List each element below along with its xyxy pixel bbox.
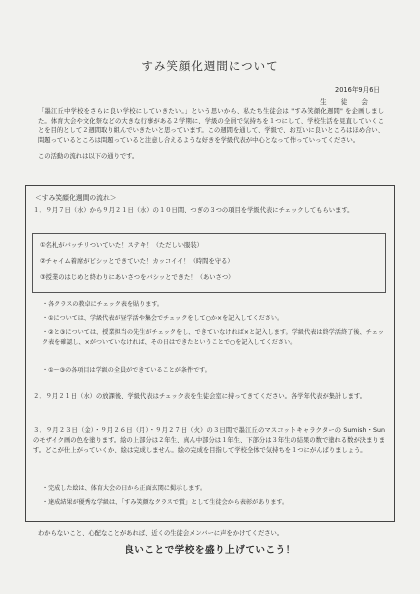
- bullet-item: ・①〜③の各項目は学級の全員ができていることが条件です。: [42, 367, 211, 374]
- bullet-item: ・①については、学級代表が昼学活や集会でチェックをして○か×を記入してください。: [42, 315, 284, 322]
- bullet-item: ・達成結果が優秀な学級は、「すみ笑顔なクラスで賞」として生徒会から表彰があります。: [42, 499, 289, 506]
- step-2: ２．９月２１日（水）の放課後、学級代表はチェック表を生徒会室に持ってきてください。各学年代表が集計します。: [33, 393, 367, 400]
- flow-box-heading: ＜すみ笑顔化週間の流れ＞: [35, 194, 117, 202]
- bullet-item: ・各クラスの教卓にチェック表を貼ります。: [42, 301, 164, 308]
- step-1: １．９月７日（水）から９月２１日（水）の１０日間、つぎの３つの項目を学級代表にチェックしてもらいます。: [33, 207, 354, 214]
- flow-intro: この活動の流れは以下の通りです。: [38, 153, 139, 160]
- author: 生 徒 会: [320, 98, 374, 106]
- page-title: すみ笑顔化週間について: [141, 59, 279, 73]
- date: 2016年9月6日: [335, 86, 380, 94]
- checklist-item: ①名札がバッチリついていた！ステキ！（ただしい服装）: [40, 242, 203, 249]
- checklist-item: ②チャイム着席がピシッとできていた！カッコイイ！（時間を守る）: [40, 258, 234, 265]
- step-3: ３．９月２３日（金）・９月２６日（月）・９月２７日（火）の３日間で墨江丘のマスコットキャラクターの Sumish・Sun のモザイク画の色を塗ります。絵の上部分は２年生、真ん中部分は１年生、下部分は３年生の結果の数で塗れる数が決まります。どこが仕上がっていくか、絵は完成しません。絵の完成を目指して学校全体で気持ちを１つにがんばりましょう。: [33, 427, 385, 454]
- closing-note: わからないこと、心配なことがあれば、近くの生徒会メンバーに声をかけてください。: [38, 530, 284, 537]
- slogan: 良いことで学校を盛り上げていこう！: [124, 545, 296, 556]
- bullet-item: ・完成した絵は、体育大会の日から正面玄関に掲示します。: [42, 485, 207, 492]
- bullet-item: ・②と③については、授業担当の先生がチェックをし、できていなければ×と記入します。学級代表は終学活終了後、チェック表を確認し、×がついていなければ、その日はできたということで○を記入してください。: [42, 329, 384, 346]
- intro-paragraph: 「墨江丘中学校をさらに良い学校にしていきたい。」という思いから、私たち生徒会は "すみ笑顔化週間" を企画しました。体育大会や文化祭などの大きな行事がある２学期に、学級の全員で気持ちを１つにして、学校生活を見直していくことを目的として２週間取り組んでいきたいと思っています。この週間を通して、学級で、お互いに良いところはほめ合い、問題っているところは問題っていると注意し合えるような好きを学級代表が中心となって作っていってください。: [38, 108, 384, 145]
- checklist-item: ③授業のはじめと終わりにあいさつをバシッとできた！（あいさつ）: [40, 274, 235, 281]
